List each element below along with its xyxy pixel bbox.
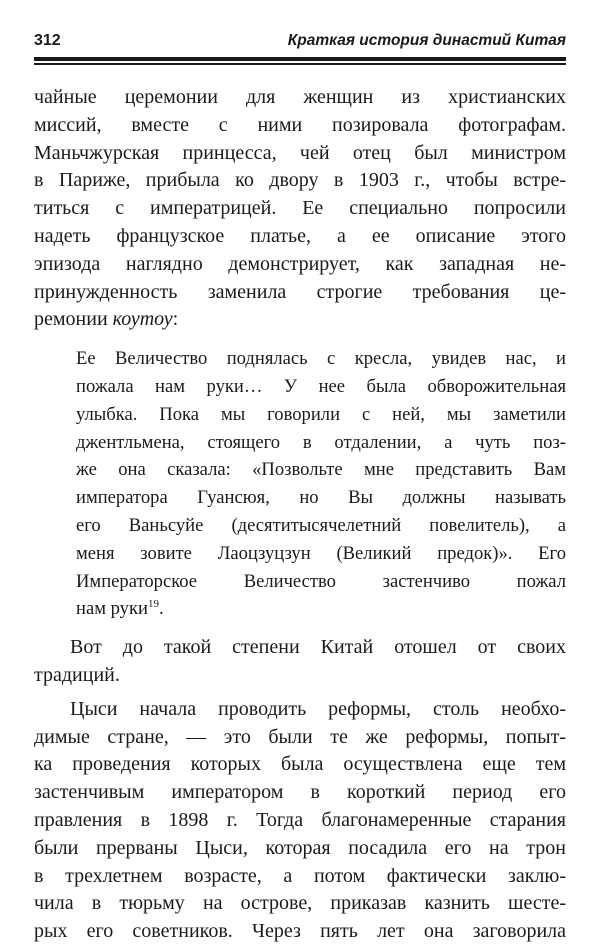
- text-line: чайные церемонии для женщин из христианских: [34, 86, 566, 108]
- quote-line: меня зовите Лаоцзуцзун (Великий предок)». Его: [76, 542, 566, 564]
- header-rule-thin: [34, 63, 566, 65]
- quote-line: Ее Величество поднялась с кресла, увидев нас, и: [76, 348, 566, 370]
- text-line: надеть французское платье, а ее описание этого: [34, 224, 566, 247]
- paragraph-3: [34, 696, 566, 946]
- running-title: Краткая история династий Китая: [287, 32, 566, 49]
- text-line: в трехлетнем возрасте, а потом фактически заклю-: [34, 864, 566, 887]
- text-line: титься с императрицей. Ее специально попросили: [34, 197, 566, 220]
- body-text: [34, 84, 566, 946]
- block-quote: [34, 345, 566, 623]
- text-line: Цыси начала проводить реформы, столь необхо-: [70, 697, 566, 720]
- text-line: традиций.: [34, 663, 120, 686]
- quote-line: его Ваньсуйе (десятитысячелетний повелитель), а: [76, 514, 566, 536]
- text-line: миссий, вместе с ними позировала фотографам.: [34, 113, 566, 136]
- text-line: принужденность заменила строгие требования це-: [34, 280, 566, 303]
- paragraph-2: [34, 634, 566, 690]
- quote-line: же она сказала: «Позвольте мне представить Вам: [76, 459, 566, 481]
- quote-line: Императорское Величество застенчиво пожал: [76, 570, 566, 592]
- text-line: Маньчжурская принцесса, чей отец был министром: [34, 141, 566, 164]
- text-fragment: .: [158, 598, 164, 620]
- italic-term: коутоу: [112, 308, 173, 331]
- text-line: были прерваны Цыси, которая посадила его на трон: [34, 836, 566, 859]
- text-fragment: :: [172, 308, 179, 331]
- text-line: в Париже, прибыла ко двору в 1903 г., чтобы встре-: [34, 169, 566, 192]
- page-header: [34, 30, 566, 52]
- quote-line: [76, 595, 566, 623]
- page-number: 312: [34, 32, 61, 49]
- text-line: Вот до такой степени Китай отошел от своих: [70, 636, 566, 659]
- text-fragment: нам руки: [76, 598, 148, 620]
- text-line: рых его советников. Через пять лет она заговорила: [34, 920, 566, 943]
- text-line: димые стране, — это были те же реформы, попыт-: [34, 725, 566, 748]
- text-line: [34, 306, 566, 334]
- header-rule-thick: [34, 57, 566, 61]
- text-fragment: ремонии: [34, 308, 113, 331]
- quote-line: улыбка. Пока мы говорили с ней, мы заметили: [76, 403, 566, 425]
- text-line: правления в 1898 г. Тогда благонамеренные старания: [34, 808, 566, 831]
- paragraph-1: [34, 84, 566, 334]
- quote-line: императора Гуансюя, но Вы должны называть: [76, 487, 566, 509]
- quote-line: джентльмена, стоящего в отдалении, а чуть поз-: [76, 431, 566, 453]
- quote-line: пожала нам руки… У нее была обворожительная: [76, 375, 566, 397]
- text-line: чила в тюрьму на острове, приказав казнить шесте-: [34, 892, 566, 915]
- text-line: ка проведения которых была осуществлена еще тем: [34, 753, 566, 776]
- text-line: застенчивым императором в короткий период его: [34, 781, 566, 804]
- text-line: эпизода наглядно демонстрирует, как западная не-: [34, 252, 566, 275]
- footnote-marker: 19: [147, 598, 159, 611]
